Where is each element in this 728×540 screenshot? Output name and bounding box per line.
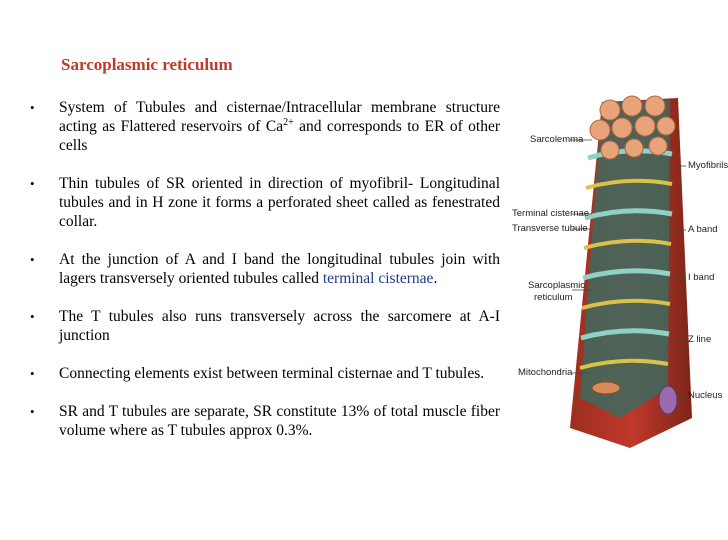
- bullet-text: System of Tubules and cisternae/Intracellular membrane structure acting as Flattered reservoirs of Ca: [59, 99, 500, 135]
- label-i-band: I band: [688, 272, 715, 283]
- bullet-item: [30, 174, 500, 231]
- label-sarcoplasmic-1: Sarcoplasmic: [528, 280, 586, 291]
- bullet-dot: •: [30, 309, 35, 324]
- bullet-text: At the junction of A and I band the longitudinal tubules join with lagers transversely oriented tubules called: [59, 251, 500, 287]
- muscle-fiber-figure: [510, 88, 728, 456]
- bullet-item: [30, 364, 500, 383]
- label-a-band: A band: [688, 224, 718, 235]
- label-myofibrils: Myofibrils: [688, 160, 728, 171]
- bullet-dot: •: [30, 404, 35, 419]
- bullet-text: Connecting elements exist between terminal cisternae and T tubules.: [59, 365, 485, 382]
- bullet-item: [30, 402, 500, 440]
- label-sarcoplasmic-2: reticulum: [534, 292, 573, 303]
- bullet-text: SR and T tubules are separate, SR constitute 13% of total muscle fiber volume where as T tubules approx 0.3%.: [59, 403, 500, 439]
- label-mitochondria: Mitochondria: [518, 367, 573, 378]
- label-sarcolemma: Sarcolemma: [530, 134, 584, 145]
- bullet-dot: •: [30, 252, 35, 267]
- bullet-dot: •: [30, 176, 35, 191]
- mitochondrion-shape: [592, 382, 620, 394]
- label-nucleus: Nucleus: [688, 390, 723, 401]
- bullet-text-tail: .: [433, 270, 438, 287]
- label-z-line: Z line: [688, 334, 712, 345]
- bullet-item: [30, 250, 500, 288]
- bullet-text: The T tubules also runs transversely across the sarcomere at A-I junction: [59, 308, 500, 344]
- bullet-list: [30, 98, 500, 459]
- bullet-dot: •: [30, 366, 35, 381]
- slide-title: Sarcoplasmic reticulum: [61, 55, 233, 74]
- superscript: 2+: [283, 116, 294, 128]
- bullet-dot: •: [30, 100, 35, 115]
- highlight-term: terminal cisternae: [322, 270, 434, 287]
- bullet-text-tail: and corresponds to ER of other cells: [59, 118, 500, 154]
- nucleus-shape: [659, 386, 677, 414]
- bullet-item: [30, 98, 500, 155]
- bullet-text: Thin tubules of SR oriented in direction of myofibril- Longitudinal tubules and in H zone it forms a perforated sheet called as fenestrated collar.: [59, 175, 500, 230]
- bullet-item: [30, 307, 500, 345]
- label-transverse-tubule: Transverse tubule: [512, 223, 588, 234]
- label-terminal-cisternae: Terminal cisternae: [512, 208, 590, 219]
